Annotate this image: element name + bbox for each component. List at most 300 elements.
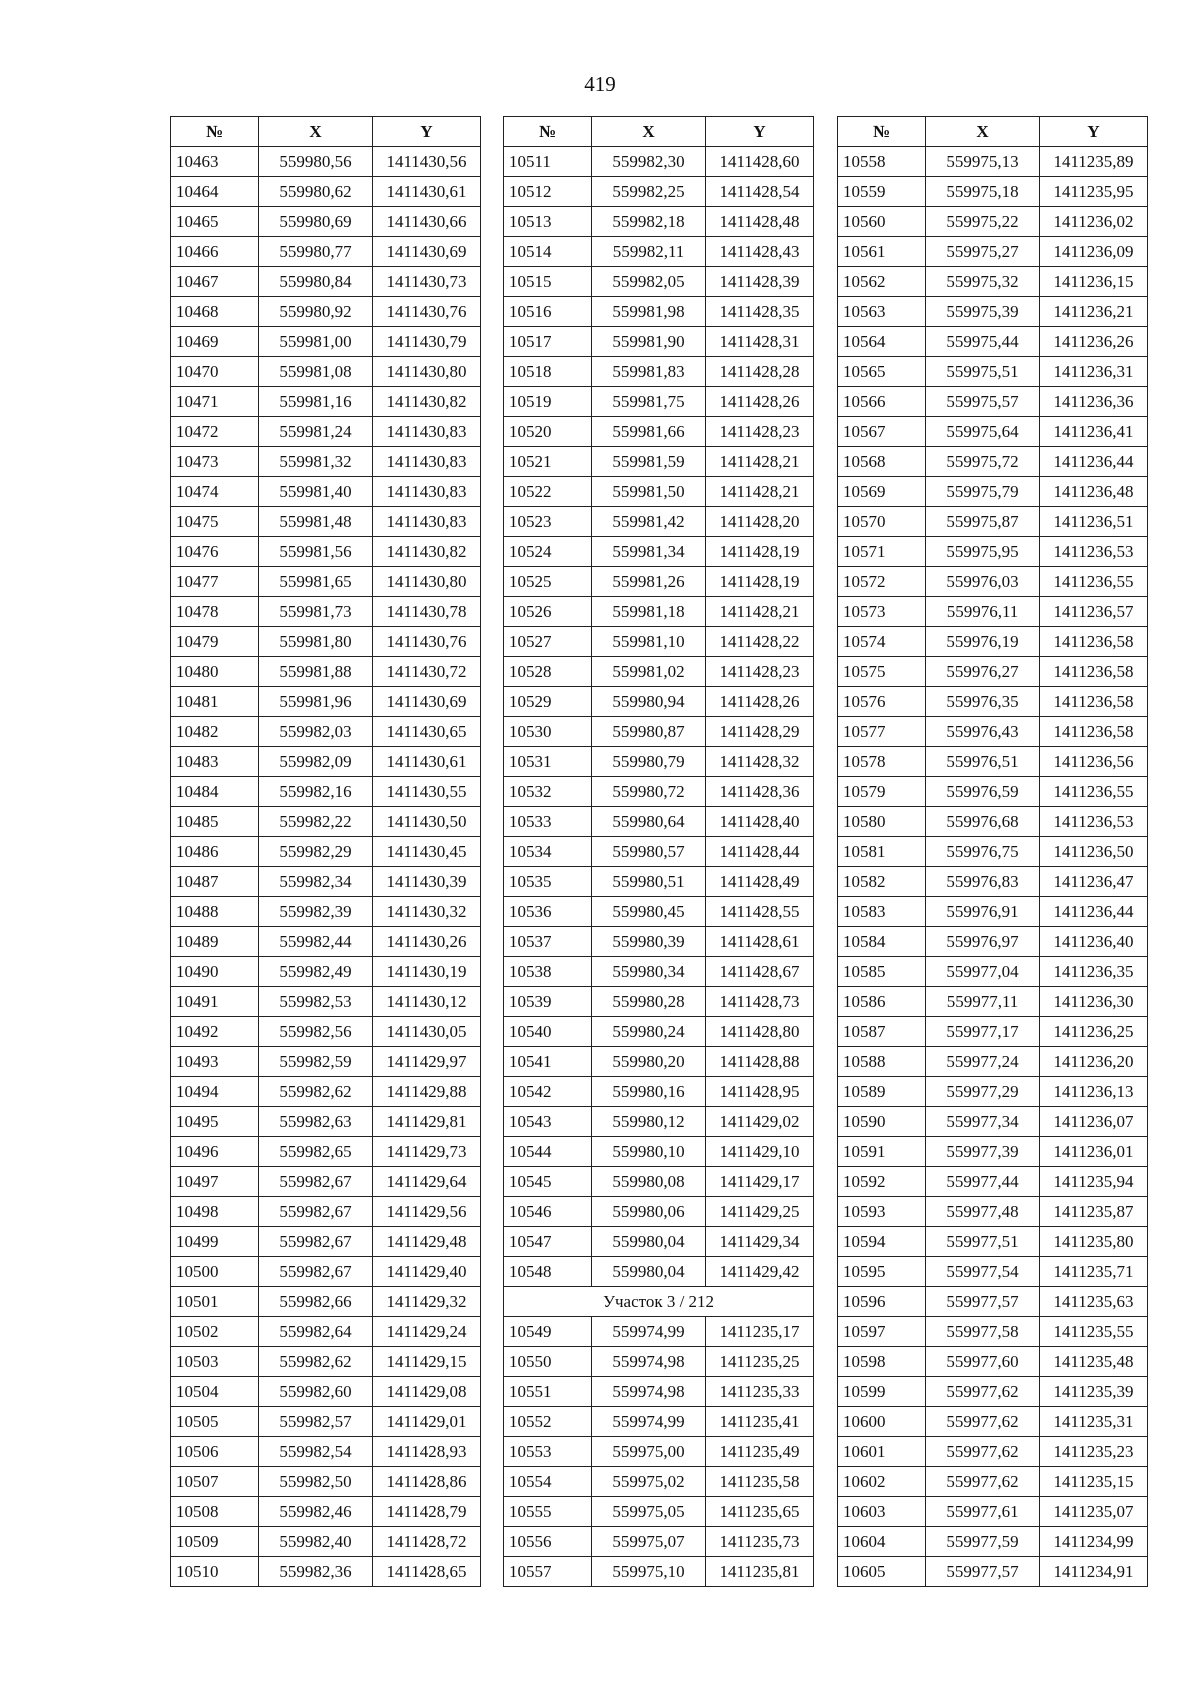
table-row — [171, 777, 481, 807]
cell-y: 1411235,94 — [1040, 1167, 1148, 1197]
cell-x: 559976,91 — [926, 897, 1040, 927]
table-row — [838, 297, 1148, 327]
cell-point-number: 10465 — [171, 207, 259, 237]
cell-y: 1411428,80 — [706, 1017, 814, 1047]
cell-point-number: 10589 — [838, 1077, 926, 1107]
table-header-row — [838, 117, 1148, 147]
cell-x: 559977,58 — [926, 1317, 1040, 1347]
table-row — [171, 1527, 481, 1557]
cell-x: 559981,56 — [259, 537, 373, 567]
cell-x: 559982,25 — [592, 177, 706, 207]
table-row — [838, 417, 1148, 447]
cell-y: 1411430,80 — [373, 357, 481, 387]
cell-x: 559981,34 — [592, 537, 706, 567]
cell-x: 559982,44 — [259, 927, 373, 957]
cell-x: 559982,67 — [259, 1167, 373, 1197]
cell-x: 559975,39 — [926, 297, 1040, 327]
cell-point-number: 10564 — [838, 327, 926, 357]
table-row — [504, 207, 814, 237]
table-row — [171, 1017, 481, 1047]
table-row — [504, 237, 814, 267]
table-row — [171, 327, 481, 357]
table-row — [171, 957, 481, 987]
cell-x: 559976,43 — [926, 717, 1040, 747]
cell-y: 1411428,26 — [706, 687, 814, 717]
cell-point-number: 10506 — [171, 1437, 259, 1467]
cell-y: 1411428,23 — [706, 417, 814, 447]
cell-x: 559981,75 — [592, 387, 706, 417]
cell-x: 559980,34 — [592, 957, 706, 987]
cell-y: 1411429,17 — [706, 1167, 814, 1197]
table-row — [171, 447, 481, 477]
coordinates-table-3 — [837, 116, 1148, 1587]
table-row — [171, 807, 481, 837]
cell-point-number: 10574 — [838, 627, 926, 657]
cell-x: 559975,05 — [592, 1497, 706, 1527]
cell-x: 559982,56 — [259, 1017, 373, 1047]
cell-x: 559977,59 — [926, 1527, 1040, 1557]
cell-y: 1411235,81 — [706, 1557, 814, 1587]
cell-point-number: 10546 — [504, 1197, 592, 1227]
cell-point-number: 10498 — [171, 1197, 259, 1227]
cell-y: 1411428,79 — [373, 1497, 481, 1527]
cell-y: 1411429,02 — [706, 1107, 814, 1137]
cell-point-number: 10469 — [171, 327, 259, 357]
cell-x: 559982,54 — [259, 1437, 373, 1467]
cell-y: 1411428,39 — [706, 267, 814, 297]
cell-point-number: 10602 — [838, 1467, 926, 1497]
cell-x: 559982,22 — [259, 807, 373, 837]
column-header-x: X — [926, 117, 1040, 147]
cell-point-number: 10491 — [171, 987, 259, 1017]
table-row — [504, 327, 814, 357]
cell-x: 559980,69 — [259, 207, 373, 237]
cell-x: 559980,94 — [592, 687, 706, 717]
table-row — [171, 1227, 481, 1257]
cell-y: 1411430,83 — [373, 477, 481, 507]
cell-x: 559976,27 — [926, 657, 1040, 687]
cell-y: 1411235,15 — [1040, 1467, 1148, 1497]
table-row — [838, 1377, 1148, 1407]
cell-point-number: 10562 — [838, 267, 926, 297]
table-row — [504, 357, 814, 387]
cell-x: 559975,32 — [926, 267, 1040, 297]
column-header-y: Y — [373, 117, 481, 147]
cell-point-number: 10604 — [838, 1527, 926, 1557]
cell-y: 1411430,26 — [373, 927, 481, 957]
table-row — [504, 747, 814, 777]
cell-point-number: 10556 — [504, 1527, 592, 1557]
cell-point-number: 10507 — [171, 1467, 259, 1497]
cell-x: 559980,08 — [592, 1167, 706, 1197]
cell-y: 1411430,66 — [373, 207, 481, 237]
cell-x: 559981,65 — [259, 567, 373, 597]
cell-point-number: 10535 — [504, 867, 592, 897]
cell-x: 559980,45 — [592, 897, 706, 927]
cell-y: 1411428,28 — [706, 357, 814, 387]
cell-y: 1411236,55 — [1040, 567, 1148, 597]
table-row — [838, 657, 1148, 687]
cell-y: 1411430,76 — [373, 627, 481, 657]
table-row — [171, 867, 481, 897]
cell-x: 559975,44 — [926, 327, 1040, 357]
table-row — [171, 177, 481, 207]
cell-x: 559980,84 — [259, 267, 373, 297]
cell-point-number: 10483 — [171, 747, 259, 777]
cell-x: 559982,03 — [259, 717, 373, 747]
cell-y: 1411235,31 — [1040, 1407, 1148, 1437]
cell-point-number: 10477 — [171, 567, 259, 597]
cell-y: 1411428,55 — [706, 897, 814, 927]
table-row — [504, 1347, 814, 1377]
cell-y: 1411428,35 — [706, 297, 814, 327]
cell-y: 1411428,22 — [706, 627, 814, 657]
cell-y: 1411235,87 — [1040, 1197, 1148, 1227]
coordinates-table-2 — [503, 116, 814, 1587]
cell-point-number: 10510 — [171, 1557, 259, 1587]
cell-y: 1411428,60 — [706, 147, 814, 177]
cell-point-number: 10470 — [171, 357, 259, 387]
cell-x: 559980,79 — [592, 747, 706, 777]
cell-x: 559975,02 — [592, 1467, 706, 1497]
cell-y: 1411430,72 — [373, 657, 481, 687]
cell-x: 559977,17 — [926, 1017, 1040, 1047]
cell-point-number: 10517 — [504, 327, 592, 357]
cell-y: 1411428,44 — [706, 837, 814, 867]
table-row — [504, 1017, 814, 1047]
cell-x: 559982,60 — [259, 1377, 373, 1407]
cell-x: 559974,99 — [592, 1407, 706, 1437]
cell-y: 1411236,47 — [1040, 867, 1148, 897]
cell-point-number: 10587 — [838, 1017, 926, 1047]
cell-x: 559977,62 — [926, 1377, 1040, 1407]
cell-y: 1411236,58 — [1040, 717, 1148, 747]
cell-x: 559982,62 — [259, 1077, 373, 1107]
cell-point-number: 10573 — [838, 597, 926, 627]
table-row — [171, 237, 481, 267]
cell-y: 1411234,99 — [1040, 1527, 1148, 1557]
cell-y: 1411428,49 — [706, 867, 814, 897]
table-row — [171, 537, 481, 567]
cell-point-number: 10576 — [838, 687, 926, 717]
cell-x: 559976,68 — [926, 807, 1040, 837]
table-row — [838, 957, 1148, 987]
cell-y: 1411235,55 — [1040, 1317, 1148, 1347]
cell-y: 1411429,34 — [706, 1227, 814, 1257]
cell-point-number: 10473 — [171, 447, 259, 477]
cell-x: 559980,10 — [592, 1137, 706, 1167]
cell-x: 559981,80 — [259, 627, 373, 657]
cell-y: 1411235,48 — [1040, 1347, 1148, 1377]
cell-y: 1411430,69 — [373, 237, 481, 267]
cell-x: 559982,63 — [259, 1107, 373, 1137]
cell-x: 559975,18 — [926, 177, 1040, 207]
cell-x: 559975,87 — [926, 507, 1040, 537]
cell-x: 559977,24 — [926, 1047, 1040, 1077]
cell-point-number: 10537 — [504, 927, 592, 957]
cell-y: 1411236,57 — [1040, 597, 1148, 627]
table-row — [171, 597, 481, 627]
cell-y: 1411430,61 — [373, 177, 481, 207]
cell-point-number: 10505 — [171, 1407, 259, 1437]
cell-x: 559982,66 — [259, 1287, 373, 1317]
cell-y: 1411236,56 — [1040, 747, 1148, 777]
cell-x: 559977,39 — [926, 1137, 1040, 1167]
table-row — [838, 987, 1148, 1017]
table-row — [171, 417, 481, 447]
cell-x: 559977,51 — [926, 1227, 1040, 1257]
cell-point-number: 10514 — [504, 237, 592, 267]
cell-x: 559975,79 — [926, 477, 1040, 507]
cell-point-number: 10540 — [504, 1017, 592, 1047]
cell-y: 1411430,73 — [373, 267, 481, 297]
table-row — [171, 1497, 481, 1527]
cell-point-number: 10525 — [504, 567, 592, 597]
cell-point-number: 10600 — [838, 1407, 926, 1437]
cell-point-number: 10519 — [504, 387, 592, 417]
cell-x: 559980,04 — [592, 1227, 706, 1257]
cell-x: 559982,39 — [259, 897, 373, 927]
cell-point-number: 10557 — [504, 1557, 592, 1587]
table-row — [838, 1047, 1148, 1077]
cell-y: 1411428,95 — [706, 1077, 814, 1107]
table-row — [171, 1407, 481, 1437]
table-row — [504, 567, 814, 597]
cell-x: 559974,98 — [592, 1347, 706, 1377]
table-row — [171, 747, 481, 777]
cell-x: 559980,39 — [592, 927, 706, 957]
table-row — [838, 447, 1148, 477]
cell-x: 559982,40 — [259, 1527, 373, 1557]
table-row — [838, 1257, 1148, 1287]
table-row — [171, 627, 481, 657]
cell-point-number: 10497 — [171, 1167, 259, 1197]
cell-x: 559980,72 — [592, 777, 706, 807]
cell-point-number: 10532 — [504, 777, 592, 807]
cell-x: 559981,48 — [259, 507, 373, 537]
cell-point-number: 10513 — [504, 207, 592, 237]
cell-point-number: 10552 — [504, 1407, 592, 1437]
cell-point-number: 10579 — [838, 777, 926, 807]
cell-point-number: 10572 — [838, 567, 926, 597]
cell-x: 559980,06 — [592, 1197, 706, 1227]
table-row — [171, 927, 481, 957]
cell-y: 1411236,31 — [1040, 357, 1148, 387]
cell-y: 1411430,56 — [373, 147, 481, 177]
cell-x: 559980,87 — [592, 717, 706, 747]
table-row — [171, 1257, 481, 1287]
cell-point-number: 10536 — [504, 897, 592, 927]
table-row — [838, 357, 1148, 387]
cell-point-number: 10563 — [838, 297, 926, 327]
cell-y: 1411236,02 — [1040, 207, 1148, 237]
cell-point-number: 10464 — [171, 177, 259, 207]
cell-y: 1411234,91 — [1040, 1557, 1148, 1587]
table-row — [504, 417, 814, 447]
cell-point-number: 10518 — [504, 357, 592, 387]
table-row — [838, 687, 1148, 717]
cell-point-number: 10530 — [504, 717, 592, 747]
cell-y: 1411429,25 — [706, 1197, 814, 1227]
cell-y: 1411430,32 — [373, 897, 481, 927]
cell-point-number: 10527 — [504, 627, 592, 657]
table-row — [838, 897, 1148, 927]
cell-x: 559980,12 — [592, 1107, 706, 1137]
column-header-y: Y — [1040, 117, 1148, 147]
table-row — [171, 1107, 481, 1137]
cell-y: 1411430,61 — [373, 747, 481, 777]
cell-x: 559981,83 — [592, 357, 706, 387]
cell-y: 1411430,80 — [373, 567, 481, 597]
table-row — [504, 1557, 814, 1587]
cell-y: 1411236,44 — [1040, 897, 1148, 927]
cell-x: 559976,11 — [926, 597, 1040, 627]
cell-point-number: 10529 — [504, 687, 592, 717]
cell-x: 559980,56 — [259, 147, 373, 177]
table-body — [838, 147, 1148, 1587]
table-row — [171, 207, 481, 237]
cell-point-number: 10553 — [504, 1437, 592, 1467]
cell-point-number: 10508 — [171, 1497, 259, 1527]
cell-x: 559980,64 — [592, 807, 706, 837]
cell-x: 559977,57 — [926, 1287, 1040, 1317]
cell-y: 1411429,73 — [373, 1137, 481, 1167]
cell-y: 1411236,48 — [1040, 477, 1148, 507]
table-row — [504, 687, 814, 717]
cell-point-number: 10595 — [838, 1257, 926, 1287]
cell-x: 559982,49 — [259, 957, 373, 987]
cell-y: 1411235,71 — [1040, 1257, 1148, 1287]
cell-point-number: 10520 — [504, 417, 592, 447]
table-row — [838, 1107, 1148, 1137]
cell-y: 1411236,58 — [1040, 657, 1148, 687]
cell-y: 1411236,58 — [1040, 627, 1148, 657]
cell-x: 559982,57 — [259, 1407, 373, 1437]
cell-y: 1411235,58 — [706, 1467, 814, 1497]
cell-x: 559982,62 — [259, 1347, 373, 1377]
cell-y: 1411430,50 — [373, 807, 481, 837]
cell-x: 559976,83 — [926, 867, 1040, 897]
table-row — [838, 777, 1148, 807]
cell-point-number: 10526 — [504, 597, 592, 627]
page-number: 419 — [584, 72, 616, 96]
table-row — [171, 837, 481, 867]
cell-y: 1411429,10 — [706, 1137, 814, 1167]
cell-point-number: 10596 — [838, 1287, 926, 1317]
cell-point-number: 10504 — [171, 1377, 259, 1407]
cell-y: 1411236,30 — [1040, 987, 1148, 1017]
cell-y: 1411428,54 — [706, 177, 814, 207]
cell-point-number: 10484 — [171, 777, 259, 807]
cell-y: 1411429,24 — [373, 1317, 481, 1347]
table-row — [504, 957, 814, 987]
cell-point-number: 10588 — [838, 1047, 926, 1077]
cell-y: 1411236,53 — [1040, 807, 1148, 837]
table-row — [504, 1137, 814, 1167]
cell-x: 559975,22 — [926, 207, 1040, 237]
cell-x: 559977,57 — [926, 1557, 1040, 1587]
cell-y: 1411236,21 — [1040, 297, 1148, 327]
cell-y: 1411236,15 — [1040, 267, 1148, 297]
table-row — [504, 1167, 814, 1197]
section-label: Участок 3 / 212 — [504, 1287, 814, 1317]
cell-point-number: 10515 — [504, 267, 592, 297]
table-row — [838, 837, 1148, 867]
table-row — [838, 747, 1148, 777]
cell-y: 1411428,20 — [706, 507, 814, 537]
table-body — [171, 147, 481, 1587]
cell-x: 559977,48 — [926, 1197, 1040, 1227]
cell-y: 1411235,49 — [706, 1437, 814, 1467]
cell-point-number: 10601 — [838, 1437, 926, 1467]
cell-x: 559982,36 — [259, 1557, 373, 1587]
cell-point-number: 10585 — [838, 957, 926, 987]
cell-x: 559975,00 — [592, 1437, 706, 1467]
cell-x: 559977,29 — [926, 1077, 1040, 1107]
cell-y: 1411428,36 — [706, 777, 814, 807]
cell-point-number: 10539 — [504, 987, 592, 1017]
cell-point-number: 10548 — [504, 1257, 592, 1287]
cell-x: 559980,62 — [259, 177, 373, 207]
column-header-y: Y — [706, 117, 814, 147]
cell-point-number: 10570 — [838, 507, 926, 537]
cell-point-number: 10463 — [171, 147, 259, 177]
cell-point-number: 10472 — [171, 417, 259, 447]
cell-y: 1411430,45 — [373, 837, 481, 867]
table-row — [838, 927, 1148, 957]
cell-x: 559980,04 — [592, 1257, 706, 1287]
table-row — [171, 1437, 481, 1467]
cell-x: 559982,30 — [592, 147, 706, 177]
cell-y: 1411428,40 — [706, 807, 814, 837]
cell-point-number: 10486 — [171, 837, 259, 867]
cell-point-number: 10581 — [838, 837, 926, 867]
cell-x: 559981,10 — [592, 627, 706, 657]
cell-y: 1411428,65 — [373, 1557, 481, 1587]
table-row — [504, 837, 814, 867]
cell-point-number: 10489 — [171, 927, 259, 957]
cell-point-number: 10490 — [171, 957, 259, 987]
cell-point-number: 10501 — [171, 1287, 259, 1317]
cell-x: 559977,60 — [926, 1347, 1040, 1377]
table-row — [171, 1047, 481, 1077]
table-row — [171, 567, 481, 597]
table-row — [838, 387, 1148, 417]
cell-y: 1411429,97 — [373, 1047, 481, 1077]
cell-y: 1411430,12 — [373, 987, 481, 1017]
cell-point-number: 10580 — [838, 807, 926, 837]
cell-x: 559977,62 — [926, 1407, 1040, 1437]
table-row — [171, 147, 481, 177]
cell-y: 1411428,86 — [373, 1467, 481, 1497]
cell-y: 1411235,23 — [1040, 1437, 1148, 1467]
table-header-row — [171, 117, 481, 147]
cell-point-number: 10531 — [504, 747, 592, 777]
cell-x: 559982,16 — [259, 777, 373, 807]
cell-point-number: 10597 — [838, 1317, 926, 1347]
cell-y: 1411430,82 — [373, 537, 481, 567]
cell-x: 559974,99 — [592, 1317, 706, 1347]
cell-point-number: 10534 — [504, 837, 592, 867]
cell-point-number: 10569 — [838, 477, 926, 507]
cell-x: 559982,59 — [259, 1047, 373, 1077]
cell-point-number: 10492 — [171, 1017, 259, 1047]
cell-point-number: 10482 — [171, 717, 259, 747]
cell-x: 559976,75 — [926, 837, 1040, 867]
cell-y: 1411428,19 — [706, 567, 814, 597]
table-row — [504, 147, 814, 177]
cell-point-number: 10544 — [504, 1137, 592, 1167]
